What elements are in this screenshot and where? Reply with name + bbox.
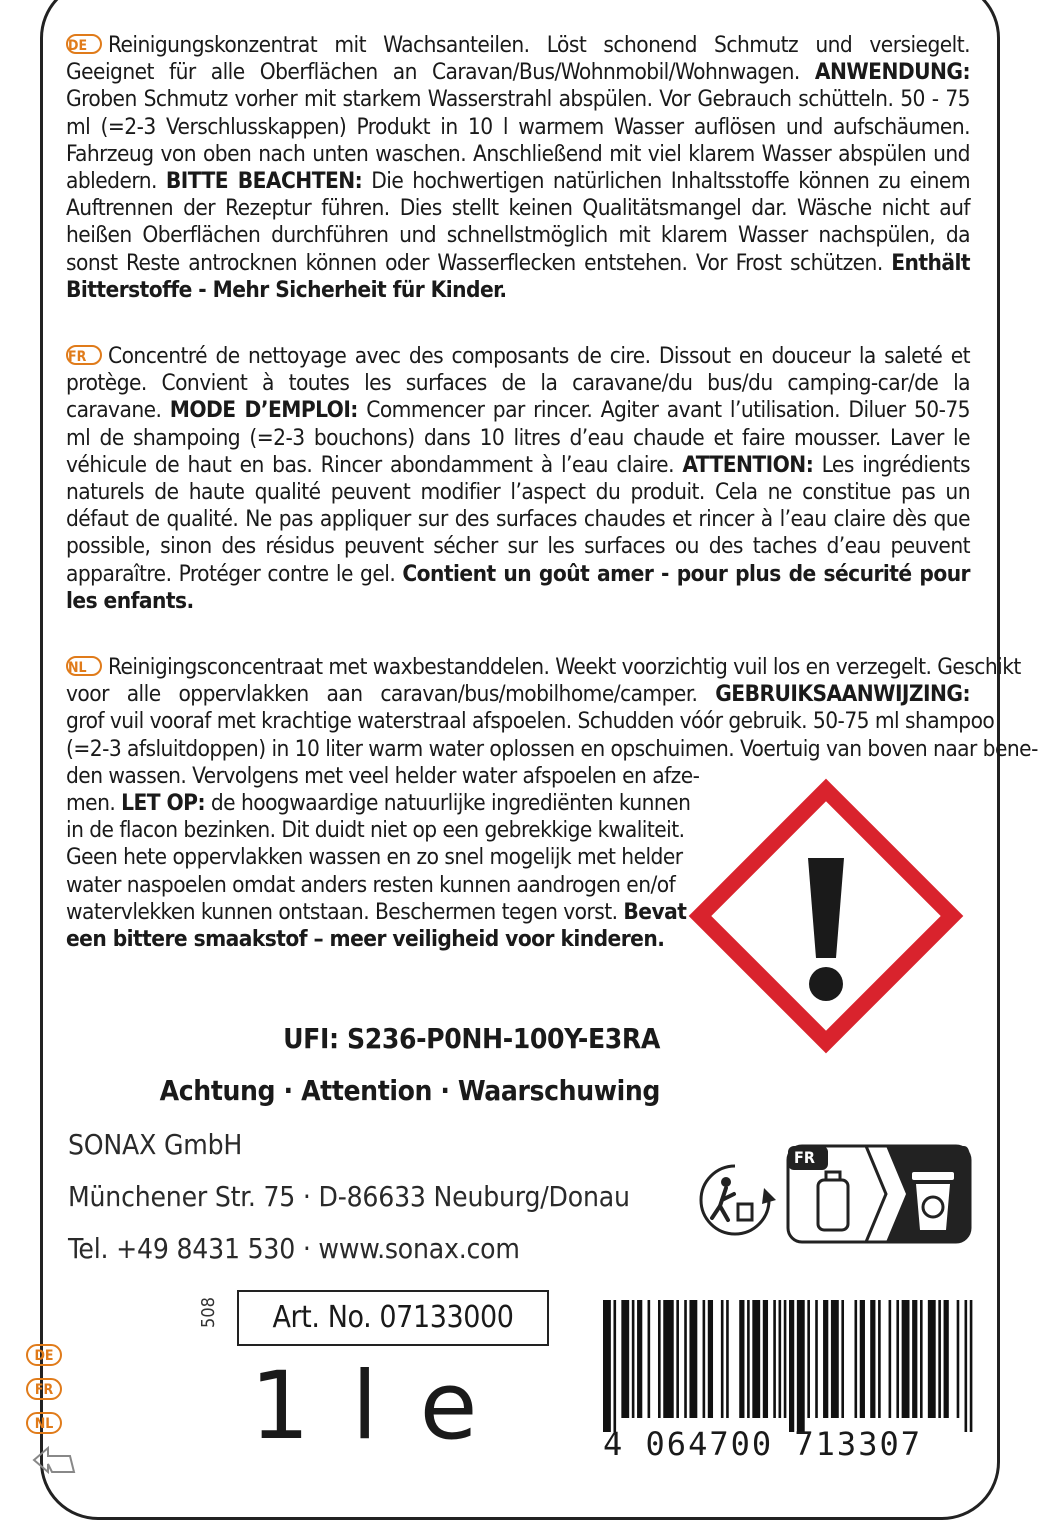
barcode-bar bbox=[752, 1300, 760, 1418]
company-contact: Tel. +49 8431 530 · www.sonax.com bbox=[68, 1232, 520, 1265]
barcode-bar bbox=[860, 1300, 865, 1418]
barcode-bar bbox=[779, 1300, 782, 1418]
barcode-bar bbox=[823, 1300, 828, 1418]
barcode-bar bbox=[637, 1300, 642, 1418]
barcode-bar bbox=[928, 1300, 936, 1418]
barcode bbox=[603, 1300, 975, 1432]
barcode-bar bbox=[603, 1300, 611, 1432]
barcode-bar bbox=[632, 1300, 635, 1418]
side-code: 508 bbox=[197, 1297, 219, 1328]
barcode-bar bbox=[676, 1300, 679, 1418]
barcode-bar bbox=[896, 1300, 899, 1418]
barcode-bar bbox=[797, 1300, 805, 1432]
barcode-bar bbox=[658, 1300, 661, 1418]
barcode-bar bbox=[789, 1300, 794, 1432]
warning-exclamation-pictogram bbox=[690, 780, 962, 1052]
article-number: Art. No. 07133000 bbox=[237, 1290, 549, 1346]
fr-language-badge: FR bbox=[66, 345, 102, 365]
barcode-bar bbox=[689, 1300, 697, 1418]
barcode-bar bbox=[965, 1300, 968, 1432]
recycle-tidyman-icon bbox=[690, 1160, 780, 1240]
barcode-bar bbox=[721, 1300, 724, 1418]
barcode-bar bbox=[957, 1300, 960, 1418]
nl-language-badge: NL bbox=[66, 656, 102, 676]
fr-paragraph: FR Concentré de nettoyage avec des composants de cire. Dissout en douceur la saleté et protège. Convient à toutes les surfaces de la caravane/du bus/du camping-car/de la caravane. MODE D’EMPLOI: Commencer par rincer. Agiter avant l’utilisation. Diluer 50-75 ml de shampoing (=2-3 bouchons) dans 10 litres d’eau chaude et faire mousser. Laver le véhicule de haut en bas. Rincer abondamment à l’eau claire. ATTENTION: Les ingrédients naturels de haute qualité peuvent modifier l’aspect du produit. Cela ne constitue pas un défaut de qualité. Ne pas appliquer sur des surfaces chaudes et rincer à l’eau claire dès que possible, sinon des résidus peuvent sécher sur les surfaces ou des taches d’eau peuvent apparaître. Protéger contre le gel. Contient un goût amer - pour plus de sécurité pour les enfants. bbox=[66, 343, 971, 614]
barcode-bar bbox=[648, 1300, 651, 1418]
barcode-bar bbox=[831, 1300, 839, 1418]
barcode-bar bbox=[878, 1300, 881, 1418]
signal-word: Achtung · Attention · Waarschuwing bbox=[159, 1074, 660, 1107]
company-name: SONAX GmbH bbox=[68, 1128, 243, 1161]
barcode-bar bbox=[815, 1300, 818, 1418]
nl-side-badge: NL bbox=[26, 1412, 62, 1434]
barcode-bar bbox=[684, 1300, 687, 1418]
barcode-bar bbox=[938, 1300, 941, 1418]
barcode-bar bbox=[739, 1300, 744, 1418]
fr-side-badge: FR bbox=[26, 1378, 62, 1400]
volume-mark: 1 l e bbox=[250, 1352, 484, 1461]
barcode-bar bbox=[889, 1300, 892, 1418]
barcode-bar bbox=[784, 1300, 787, 1418]
barcode-bar bbox=[773, 1300, 776, 1418]
barcode-bar bbox=[807, 1300, 810, 1418]
de-language-badge: DE bbox=[66, 34, 102, 54]
barcode-bar bbox=[870, 1300, 875, 1418]
barcode-bar bbox=[912, 1300, 917, 1418]
barcode-bar bbox=[747, 1300, 750, 1418]
return-arrow-icon bbox=[30, 1444, 80, 1478]
barcode-bar bbox=[902, 1300, 910, 1418]
barcode-digits: 4 064700 713307 bbox=[603, 1425, 922, 1463]
barcode-bar bbox=[854, 1300, 857, 1418]
recycling-country-label: FR bbox=[794, 1148, 815, 1167]
barcode-bar bbox=[613, 1300, 616, 1432]
barcode-bar bbox=[663, 1300, 673, 1418]
de-paragraph: DE Reinigungskonzentrat mit Wachsanteilen. Löst schonend Schmutz und versiegelt. Geeignet für alle Oberflächen an Caravan/Bus/Wohnmobil/Wohnwagen. ANWENDUNG: Groben Schmutz vorher mit starkem Wasserstrahl abspülen. Vor Gebrauch schütteln. 50 - 75 ml (=2-3 Verschlusskappen) Produkt in 10 l warmem Wasser auflösen und aufschäumen. Fahrzeug von oben nach unten waschen. Anschließend mit viel klarem Wasser abspülen und abledern. BITTE BEACHTEN: Die hochwertigen natürlichen Inhaltsstoffe können zu einem Auftrennen der Rezeptur führen. Dies stellt keinen Qualitätsmangel dar. Wäsche nicht auf heißen Oberflächen durchführen und schnellstmöglich mit klarem Wasser nachspülen, da sonst Reste antrocknen können oder Wasserflecken entstehen. Vor Frost schützen. Enthält Bitterstoffe - Mehr Sicherheit für Kinder. bbox=[66, 32, 970, 303]
barcode-bar bbox=[970, 1300, 973, 1432]
nl-paragraph: NL Reinigingsconcentraat met waxbestanddelen. Weekt voorzichtig vuil los en verzegelt. Geschikt voor alle oppervlakken aan caravan/bus/mobilhome/camper. GEBRUIKSAANWIJZING: grof vuil vooraf met krachtige waterstraal afspoelen. Schudden vóór gebruik. 50-75 ml shampoo (=2-3 afsluitdoppen) in 10 liter warm water oplossen en opschuimen. Voertuig van boven naar bene- den wassen. Vervolgens met veel helder water afspoelen en afze- men. LET OP: de hoogwaardige natuurlijke ingrediënten kunnen in de flacon bezinken. Dit duidt niet op een gebrekkige kwaliteit. Geen hete oppervlakken wassen en zo snel mogelijk met helder water naspoelen omdat anders resten kunnen aandrogen en/of watervlekken kunnen ontstaan. Beschermen tegen vorst. Bevat een bittere smaakstof – meer veiligheid voor kinderen. bbox=[66, 654, 1038, 953]
barcode-bar bbox=[944, 1300, 949, 1418]
barcode-bar bbox=[841, 1300, 844, 1418]
barcode-bar bbox=[920, 1300, 923, 1418]
company-address: Münchener Str. 75 · D-86633 Neuburg/Donau bbox=[68, 1180, 630, 1213]
de-side-badge: DE bbox=[26, 1344, 62, 1366]
barcode-bar bbox=[708, 1300, 713, 1418]
ufi-code: UFI: S236-P0NH-100Y-E3RA bbox=[283, 1022, 660, 1055]
barcode-bar bbox=[763, 1300, 768, 1418]
barcode-bar bbox=[621, 1300, 629, 1418]
barcode-bar bbox=[703, 1300, 706, 1418]
barcode-bar bbox=[726, 1300, 729, 1418]
